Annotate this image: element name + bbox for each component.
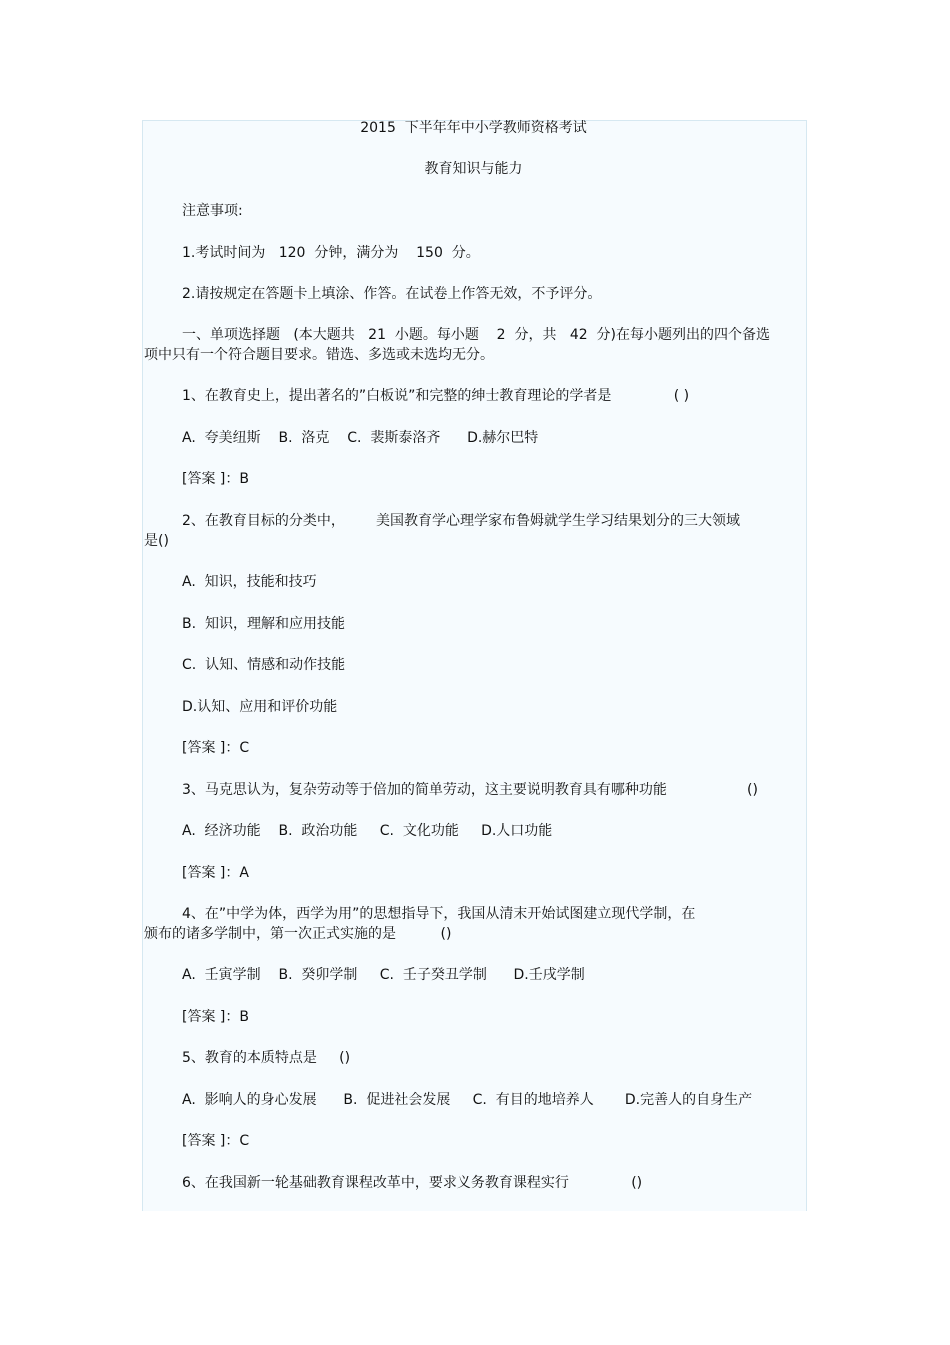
- question-4-stem: 4、在”中学为体，西学为用”的思想指导下，我国从清末开始试图建立现代学制，在: [182, 906, 696, 922]
- question-2-stem: 2、在教育目标的分类中， 美国教育学心理学家布鲁姆就学生学习结果划分的三大领域: [182, 513, 741, 529]
- question-2-option-d: D.认知、应用和评价功能: [182, 699, 338, 715]
- question-5-stem: 5、教育的本质特点是 (): [182, 1050, 351, 1066]
- notice-item: 1.考试时间为 120 分钟，满分为 150 分。: [182, 245, 480, 261]
- notice-item: 2.请按规定在答题卡上填涂、作答。在试卷上作答无效，不予评分。: [182, 286, 602, 302]
- exam-subject: 教育知识与能力: [424, 161, 523, 177]
- question-1-answer: [答案 ]：B: [182, 471, 249, 487]
- question-1-options: A. 夸美纽斯 B. 洛克 C. 裴斯泰洛齐 D.赫尔巴特: [182, 430, 539, 446]
- question-5-options: A. 影响人的身心发展 B. 促进社会发展 C. 有目的地培养人 D.完善人的自身生产: [182, 1092, 753, 1108]
- question-5-answer: [答案 ]：C: [182, 1133, 250, 1149]
- question-4-stem-cont: 颁布的诸多学制中，第一次正式实施的是 (): [144, 926, 452, 942]
- question-3-options: A. 经济功能 B. 政治功能 C. 文化功能 D.人口功能: [182, 823, 553, 839]
- question-4-options: A. 壬寅学制 B. 癸卯学制 C. 壬子癸丑学制 D.壬戌学制: [182, 967, 585, 983]
- question-2-option-c: C. 认知、情感和动作技能: [182, 657, 346, 673]
- question-6-stem: 6、在我国新一轮基础教育课程改革中，要求义务教育课程实行 (): [182, 1175, 643, 1191]
- question-4-answer: [答案 ]：B: [182, 1009, 249, 1025]
- question-2-stem-cont: 是(): [144, 533, 169, 549]
- exam-title: 2015 下半年年中小学教师资格考试: [360, 120, 587, 136]
- question-1-stem: 1、在教育史上，提出著名的”白板说”和完整的绅士教育理论的学者是 ( ): [182, 388, 690, 404]
- notice-heading: 注意事项:: [182, 203, 243, 219]
- question-2-answer: [答案 ]：C: [182, 740, 250, 756]
- question-3-stem: 3、马克思认为，复杂劳动等于倍加的简单劳动，这主要说明教育具有哪种功能 (): [182, 782, 758, 798]
- question-2-option-a: A. 知识，技能和技巧: [182, 574, 317, 590]
- question-3-answer: [答案 ]：A: [182, 865, 249, 881]
- question-2-option-b: B. 知识，理解和应用技能: [182, 616, 345, 632]
- section-instructions: 一、单项选择题 (本大题共 21 小题。每小题 2 分，共 42 分)在每小题列出的四个备选: [182, 327, 771, 343]
- section-instructions-cont: 项中只有一个符合题目要求。错选、多选或未选均无分。: [144, 347, 494, 363]
